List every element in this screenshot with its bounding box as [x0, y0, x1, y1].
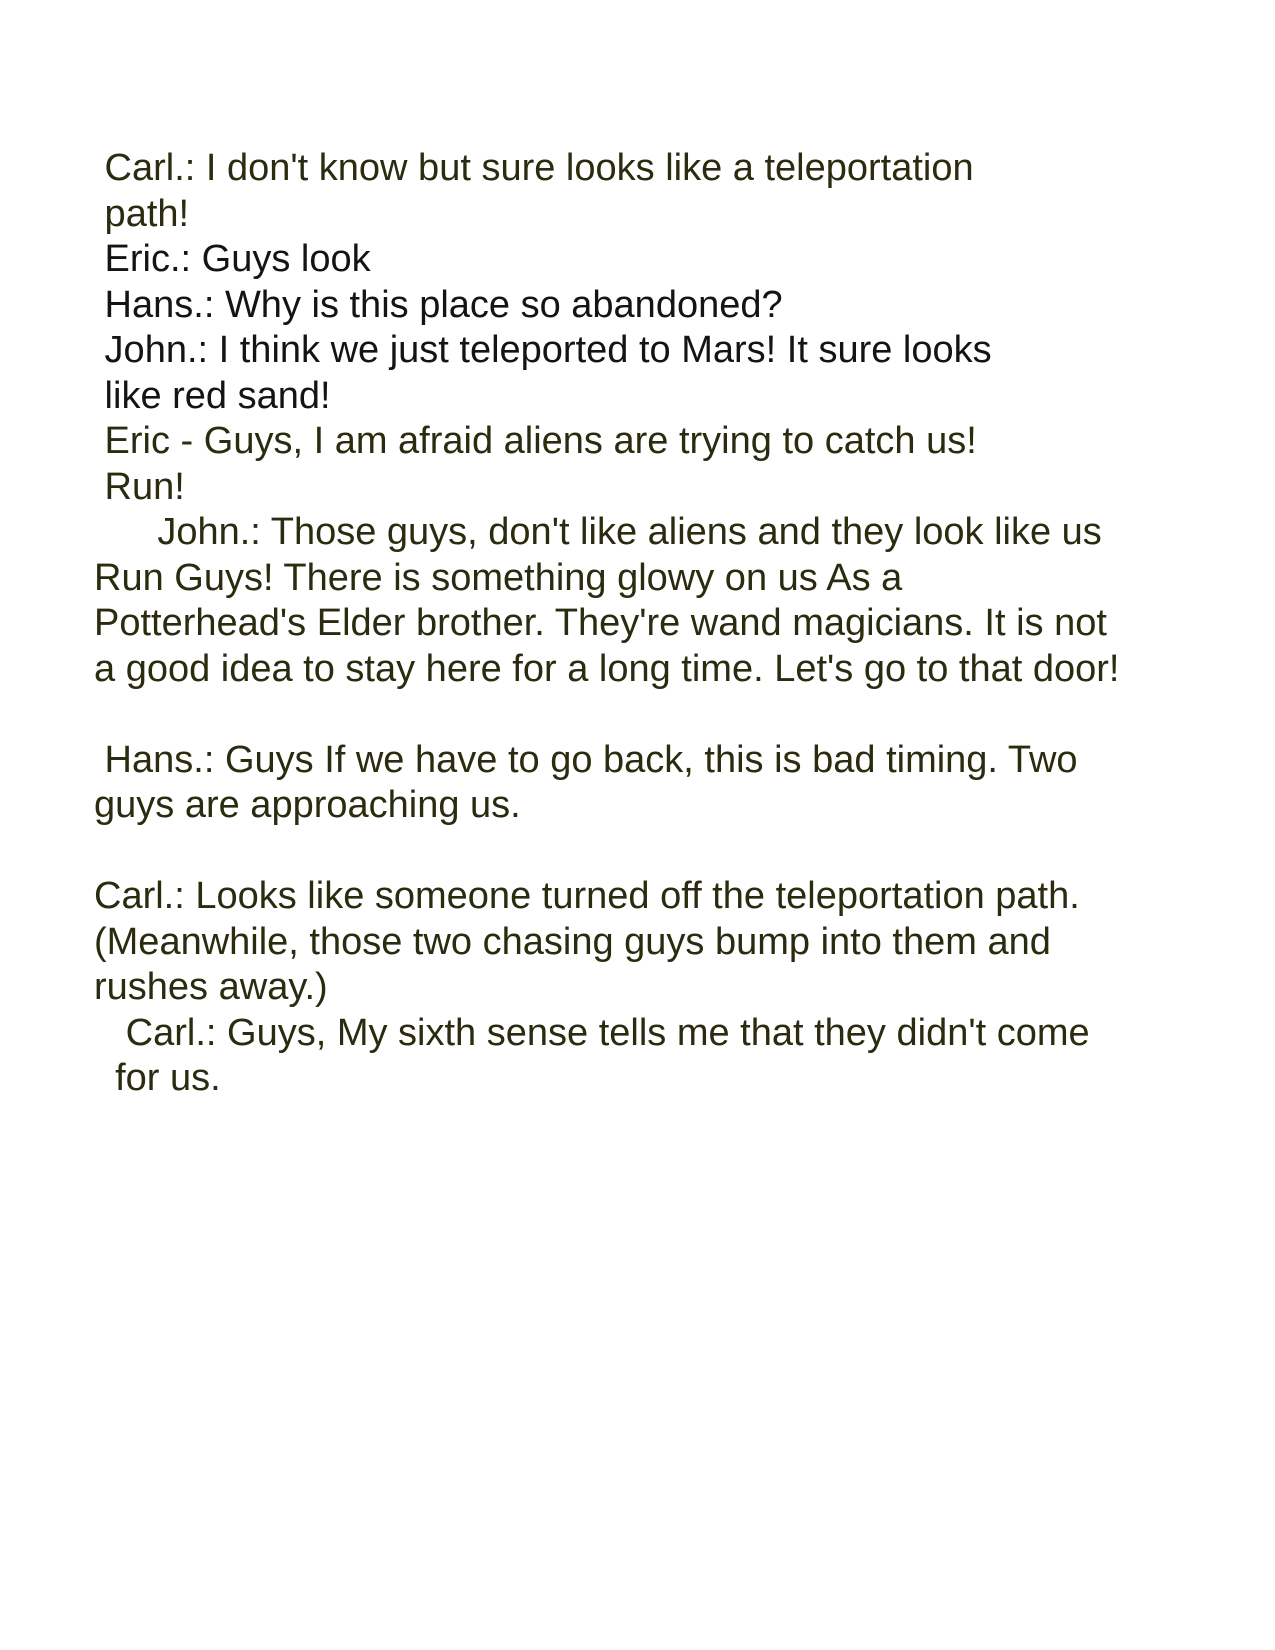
dialogue-line: guys are approaching us.: [94, 784, 521, 826]
dialogue-line: Eric.: Guys look: [94, 238, 371, 280]
dialogue-line: path!: [94, 192, 190, 235]
dialogue-line: for us.: [94, 1057, 221, 1099]
dialogue-text: [94, 146, 1184, 1102]
dialogue-line: a good idea to stay here for a long time. Let's go to that door!: [94, 647, 1120, 690]
dialogue-line: Carl.: Guys, My sixth sense tells me that they didn't come: [94, 1011, 1090, 1054]
blank-line: [94, 692, 1184, 738]
dialogue-line: John.: I think we just teleported to Mars! It sure looks: [94, 329, 992, 371]
dialogue-line: John.: Those guys, don't like aliens and they look like us: [94, 511, 1102, 553]
dialogue-line: rushes away.): [94, 966, 328, 1008]
dialogue-line: Carl.: Looks like someone turned off the teleportation path.: [94, 875, 1080, 917]
dialogue-line: Run!: [94, 465, 185, 508]
dialogue-line: Hans.: Guys If we have to go back, this is bad timing. Two: [94, 738, 1078, 781]
dialogue-line: Carl.: I don't know but sure looks like a teleportation: [94, 147, 974, 189]
dialogue-line: Eric - Guys, I am afraid aliens are trying to catch us!: [94, 420, 977, 462]
dialogue-line: Run Guys! There is something glowy on us As a: [94, 556, 903, 599]
dialogue-line: Hans.: Why is this place so abandoned?: [94, 283, 783, 326]
dialogue-line: like red sand!: [94, 374, 331, 417]
dialogue-line: (Meanwhile, those two chasing guys bump into them and: [94, 920, 1051, 963]
dialogue-line: Potterhead's Elder brother. They're wand magicians. It is not: [94, 602, 1107, 644]
blank-line: [94, 829, 1184, 875]
